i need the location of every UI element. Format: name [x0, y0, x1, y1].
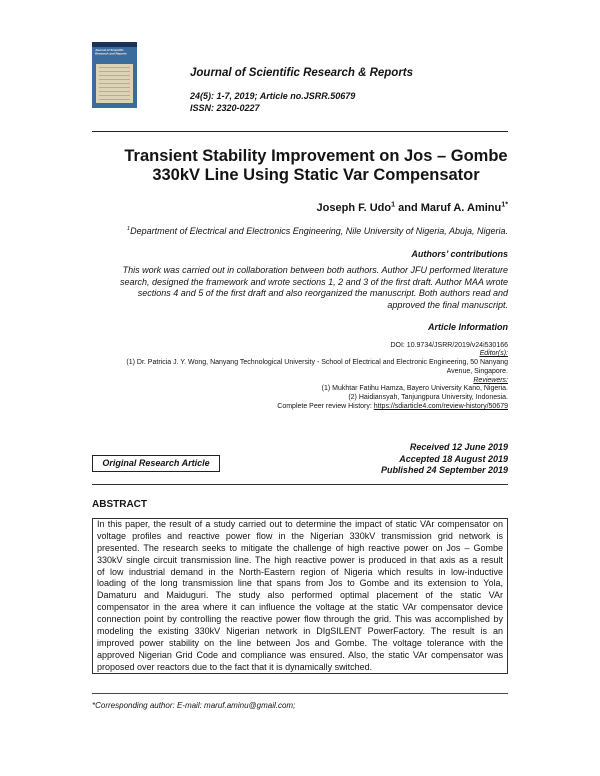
journal-cover-image [92, 42, 137, 108]
contributions-heading: Authors’ contributions [411, 249, 508, 259]
peer-review-label: Complete Peer review History: [277, 403, 372, 411]
editor-line: (1) Dr. Patricia J. Y. Wong, Nanyang Technological University - School of Electrical and Electronic Engineering, 50 Nanyang [126, 359, 508, 367]
abstract-line: improved power stability on the line between Jos and Gombe. The voltage tolerance with the [97, 637, 503, 648]
abstract-line: loading of the long transmission line that spans from Jos to Gombe and its extension to Yola, [97, 578, 503, 589]
abstract-line: modeling the existing 330kV Nigerian network in DIgSILENT PowerFactory. The result is an [97, 626, 503, 637]
reviewers-label: Reviewers: [473, 376, 508, 384]
article-type-badge: Original Research Article [92, 455, 220, 472]
editor-line: Avenue, Singapore. [446, 367, 508, 375]
contributions-line: search, designed the framework and wrote sections 1, 2 and 3 of the first draft. Author MAA wrote [119, 276, 508, 287]
received-date: Received 12 June 2019 [409, 442, 508, 452]
published-date: Published 24 September 2019 [380, 465, 508, 475]
title-line: Transient Stability Improvement on Jos – Gombe [124, 146, 508, 165]
abstract-line: of low industrial demand in the North-Eastern region of Nigeria which results in low-inductive [97, 566, 503, 577]
publication-dates [381, 442, 508, 477]
affiliation-text: Department of Electrical and Electronics Engineering, Nile University of Nigeria, Abuja, Nigeria. [130, 226, 508, 236]
title-line: 330kV Line Using Static Var Compensator [152, 165, 480, 184]
abstract-line: Damaturu and Maiduguri. The study also performed optimal placement of the static VAr [97, 590, 503, 601]
abstract-line: compensator in the area where it can influence the voltage at the static VAr compensator device [97, 602, 503, 613]
abstract-line: 330kV single circuit transmission line. The high reactive power is produced in that axis as a result [97, 554, 503, 565]
abstract-line: In this paper, the result of a study carried out to determine the impact of static VAr compensator on [97, 519, 503, 529]
peer-review-history [126, 403, 508, 412]
section-divider [92, 484, 508, 485]
abstract-heading: ABSTRACT [92, 499, 147, 510]
abstract-line: connection point by controlling the reactive power flow through the grid. This was accomplished by [97, 614, 503, 625]
contributions-line: This work was carried out in collaboration between both authors. Author JFU performed literature [122, 265, 508, 275]
journal-citation: 24(5): 1-7, 2019; Article no.JSRR.50679 [190, 91, 356, 101]
article-information [126, 342, 508, 412]
abstract-line: approved Nigerian Grid Code and compliance was ensured. Also, the static VAr compensator was [97, 649, 503, 660]
cover-title: Journal of Scientific Research and Reports [95, 49, 127, 56]
abstract-box [92, 518, 508, 674]
paper-title [100, 147, 532, 185]
accepted-date: Accepted 18 August 2019 [399, 453, 508, 464]
author-affiliation-mark: 1* [501, 200, 508, 209]
reviewer-line: (1) Mukhtar Fatihu Hamza, Bayero University Kano, Nigeria. [321, 385, 508, 393]
header-divider [92, 131, 508, 132]
cover-panel-lines [99, 67, 130, 100]
corresponding-author-footnote: *Corresponding author: E-mail: maruf.aminu@gmail.com; [92, 701, 296, 710]
author-affiliation-mark: 1 [391, 200, 396, 209]
author-conjunction: and [398, 202, 418, 214]
cover-top-band [92, 42, 137, 47]
cover-panel [96, 64, 133, 103]
author-name: Joseph F. Udo [316, 202, 392, 214]
contributions-line: sections 4 and 5 of the first draft and also reorganized the manuscript. Both authors read and [137, 288, 508, 299]
abstract-line: presented. The research seeks to mitigate the challenge of high reactive power on Jos – Gombe [97, 542, 503, 553]
article-information-heading: Article Information [427, 322, 508, 332]
peer-review-link[interactable]: https://sdiarticle4.com/review-history/50679 [373, 403, 508, 411]
author-name: Maruf A. Aminu [420, 202, 502, 214]
journal-issn: ISSN: 2320-0227 [190, 102, 260, 113]
footnote-divider [92, 693, 508, 694]
editors-label: Editor(s): [479, 350, 508, 358]
reviewer-line: (2) Haidiansyah, Tanjungpura University, Indonesia. [348, 394, 508, 402]
journal-name: Journal of Scientific Research & Reports [190, 67, 414, 79]
abstract-line: proposed over reactors due to the fact that it is dynamically switched. [97, 661, 373, 672]
contributions-line: approved the final manuscript. [387, 300, 508, 311]
affiliation [127, 225, 508, 237]
affiliation-mark: 1 [126, 226, 131, 232]
abstract-line: voltage profiles and reactive power flow in the Nigerian 330kV transmission grid network is [97, 530, 503, 541]
author-list [317, 201, 508, 215]
contributions-text [120, 265, 508, 312]
doi: DOI: 10.9734/JSRR/2019/v24i530166 [390, 341, 508, 349]
